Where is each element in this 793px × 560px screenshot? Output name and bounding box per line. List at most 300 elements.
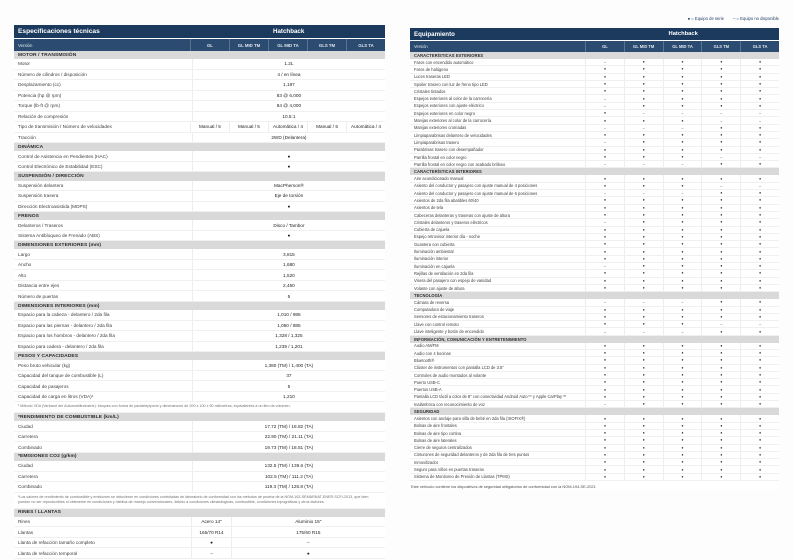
row-label: Pantalla LCD táctil a color de 8" con conectividad Android Auto™ y Apple CarPlay™ — [414, 394, 567, 400]
row-label: Llave con control remoto — [414, 321, 459, 327]
feature-dot: ● — [663, 74, 702, 80]
row-label: Inalámbrica con reconocimiento de voz — [414, 401, 485, 407]
feature-dot: ● — [624, 459, 663, 465]
row-label: Sensores de estacionamiento traseros — [414, 314, 484, 320]
feature-dot: ● — [624, 423, 663, 429]
spec-row — [410, 299, 779, 306]
row-value: 1,328 / 1,325 — [192, 331, 385, 341]
spec-row — [410, 81, 779, 88]
feature-dot: ● — [701, 401, 740, 407]
row-value: Aluminio 15" — [231, 517, 385, 527]
row-label: Distancia entre ejes — [18, 283, 60, 289]
feature-dot: ● — [585, 66, 624, 72]
row-label: Guantera con cubierta — [414, 241, 455, 247]
row-value: Automática / 4 — [346, 122, 385, 132]
feature-dot: ● — [701, 263, 740, 269]
feature-dot: ● — [585, 241, 624, 247]
spec-row — [14, 381, 385, 392]
row-value: Manual / 5 — [307, 122, 346, 132]
feature-dot: ● — [585, 227, 624, 233]
feature-dot: ● — [701, 66, 740, 72]
row-value: 17.72 (TM) / 18.82 (TA) — [192, 421, 385, 431]
feature-dot: ● — [624, 263, 663, 269]
row-value: 119.3 (TM) / 126.8 (TA) — [192, 482, 385, 492]
row-value: Disco / Tambor — [192, 220, 385, 230]
row-value: 10.5:1 — [192, 112, 385, 122]
spec-row — [410, 314, 779, 321]
feature-dot: ● — [624, 103, 663, 109]
feature-dot: ● — [663, 103, 702, 109]
feature-dash: – — [585, 263, 624, 269]
feature-dot: ● — [585, 343, 624, 349]
feature-dot: ● — [663, 278, 702, 284]
row-value: 37 — [192, 371, 385, 381]
feature-dot: ● — [585, 248, 624, 254]
row-label: Suspensión trasera — [18, 193, 59, 199]
spec-row — [14, 517, 385, 528]
feature-dot: ● — [663, 321, 702, 327]
feature-dot: ● — [624, 219, 663, 225]
row-value: 1,380 (TM) / 1,400 (TA) — [192, 360, 385, 370]
feature-dash: – — [740, 110, 779, 116]
feature-dot: ● — [740, 256, 779, 262]
feature-dot: ● — [663, 212, 702, 218]
row-label: Bolsas de aire tipo cortina — [414, 430, 462, 436]
feature-dot: ● — [663, 401, 702, 407]
spec-row — [14, 270, 385, 281]
row-value: 175/60 R15 — [231, 527, 385, 537]
row-label: Ancho — [18, 262, 32, 268]
row-value: 102.5 (TM) / 111.2 (TA) — [192, 472, 385, 482]
feature-dot: ● — [701, 307, 740, 313]
feature-dot: ● — [624, 154, 663, 160]
row-label: Cinturones de seguridad delanteros y de 2da fila de tres puntos — [414, 452, 530, 458]
row-label: Potencia (hp @ rpm) — [18, 92, 62, 98]
row-value: 4 / en línea — [192, 70, 385, 80]
spec-row — [410, 466, 779, 473]
feature-dot: ● — [585, 175, 624, 181]
feature-dot: ● — [663, 343, 702, 349]
spec-row — [14, 260, 385, 271]
spec-row — [410, 175, 779, 182]
feature-dot: ● — [701, 125, 740, 131]
feature-dot: ● — [740, 125, 779, 131]
spec-row — [410, 103, 779, 110]
feature-dot: ● — [740, 278, 779, 284]
row-label: Sistema de Monitoreo de Presión de Llantas (TPMS) — [414, 474, 510, 480]
feature-dot: ● — [663, 372, 702, 378]
feature-dash: – — [740, 321, 779, 327]
row-value: – — [231, 538, 385, 548]
feature-dot: ● — [585, 394, 624, 400]
feature-dot: ● — [740, 437, 779, 443]
page-footer-note: Este vehículo contiene los dispositivos de seguridad obligatorios de conformidad con la NOM-194-SE-2021 — [411, 484, 596, 490]
row-label: Carretera — [18, 434, 38, 440]
feature-dot: ● — [663, 88, 702, 94]
feature-dot: ● — [663, 227, 702, 233]
feature-dot: ● — [624, 343, 663, 349]
feature-dot: ● — [740, 81, 779, 87]
spec-row — [410, 59, 779, 66]
row-label: Ciudad — [18, 463, 33, 469]
spec-row — [14, 331, 385, 342]
feature-dot: ● — [585, 307, 624, 313]
feature-dot: ● — [740, 423, 779, 429]
feature-dot: ● — [663, 314, 702, 320]
spec-row — [410, 241, 779, 248]
feature-dot: ● — [740, 197, 779, 203]
feature-dot: ● — [624, 234, 663, 240]
spec-row — [14, 392, 385, 403]
feature-dot: ● — [624, 212, 663, 218]
feature-dot: ● — [740, 270, 779, 276]
feature-dot: ● — [740, 314, 779, 320]
row-value: ● — [192, 162, 385, 172]
page-title-bar — [410, 28, 779, 40]
spec-row — [410, 154, 779, 161]
feature-dash: – — [585, 219, 624, 225]
feature-dot: ● — [585, 212, 624, 218]
feature-dot: ● — [740, 219, 779, 225]
spec-row — [410, 205, 779, 212]
version-column-header: GLS TM — [307, 39, 346, 51]
feature-dot: ● — [740, 103, 779, 109]
spec-row — [410, 110, 779, 117]
feature-dot: ● — [740, 161, 779, 167]
section-header: *RENDIMIENTO DE COMBUSTIBLE (km/L) — [14, 413, 385, 421]
section-header: CARACTERÍSTICAS EXTERIORES — [410, 52, 779, 59]
spec-row — [410, 227, 779, 234]
feature-dot: ● — [701, 205, 740, 211]
feature-dot: ● — [663, 95, 702, 101]
row-label: Sistema Antibloqueo de Frenado (ABS) — [18, 233, 100, 238]
feature-dash: – — [663, 110, 702, 116]
section-header: CARACTERÍSTICAS INTERIORES — [410, 168, 779, 175]
feature-dot: ● — [663, 415, 702, 421]
row-label: Control de Asistencia en Pendientes (HAC) — [18, 153, 108, 159]
feature-dot: ● — [701, 474, 740, 480]
row-label: Dirección Electroasistida (MDPS) — [18, 203, 88, 209]
legend-not-available-item: – = Equipo no disponible — [733, 16, 779, 21]
row-label: Capacidad del tanque de combustible (L) — [18, 373, 104, 379]
feature-dot: ● — [701, 466, 740, 472]
feature-dash: – — [585, 328, 624, 334]
row-value: 2WD (Delantera) — [192, 133, 385, 143]
feature-dot: ● — [624, 357, 663, 363]
row-label: Asientos de 2da fila abatibles 60/40 — [414, 197, 479, 203]
feature-dot: ● — [663, 270, 702, 276]
feature-dot: ● — [701, 74, 740, 80]
row-label: Bluetooth® — [414, 357, 435, 363]
feature-dot: ● — [740, 379, 779, 385]
feature-dot: ● — [624, 81, 663, 87]
section-header: *EMISIONES CO2 (g/km) — [14, 453, 385, 461]
feature-dot: ● — [663, 81, 702, 87]
row-label: Faros con encendido automático — [414, 59, 474, 65]
feature-dot: ● — [663, 394, 702, 400]
feature-dot: ● — [585, 234, 624, 240]
row-label: Iluminación interior — [414, 256, 449, 262]
row-label: Llave inteligente y botón de encendido — [414, 329, 484, 335]
feature-dash: – — [585, 161, 624, 167]
feature-dot: ● — [663, 365, 702, 371]
feature-dot: ● — [624, 183, 663, 189]
feature-dot: ● — [585, 154, 624, 160]
row-value: ● — [191, 538, 230, 548]
feature-dot: ● — [701, 452, 740, 458]
spec-row — [410, 161, 779, 168]
feature-dot: ● — [740, 474, 779, 480]
row-label: Audio con 4 bocinas — [414, 350, 451, 356]
feature-dash: – — [740, 183, 779, 189]
version-column-header: GL MID TM — [624, 41, 663, 52]
feature-dot: ● — [740, 66, 779, 72]
section-header: DIMENSIONES INTERIORES (mm) — [14, 302, 385, 310]
row-label: Delanteros / Traseros — [18, 222, 63, 228]
row-label: Parabrisas trasero con desempañador — [414, 147, 484, 153]
row-label: Asiento del conductor y pasajero con ajuste manual de 6 posiciones — [414, 190, 538, 196]
feature-dot: ● — [663, 437, 702, 443]
spec-row — [14, 249, 385, 260]
feature-dot: ● — [624, 365, 663, 371]
row-label: Espejos exteriores en color negro — [414, 110, 475, 116]
feature-dot: ● — [585, 415, 624, 421]
row-label: Rejillas de ventilación en 2da fila — [414, 270, 474, 276]
feature-dot: ● — [663, 205, 702, 211]
section-header: MOTOR / TRANSMISIÓN — [14, 51, 385, 59]
feature-dot: ● — [701, 241, 740, 247]
feature-dash: – — [663, 328, 702, 334]
spec-row — [14, 122, 385, 133]
row-label: Peso bruto vehicular (kg) — [18, 362, 71, 368]
legend-standard-item: ● = Equipo de serie — [687, 16, 725, 21]
feature-dash: – — [624, 190, 663, 196]
feature-dot: ● — [701, 343, 740, 349]
row-label: Combinado — [18, 444, 42, 450]
feature-dot: ● — [624, 117, 663, 123]
row-value: 1,210 — [192, 392, 385, 402]
feature-dot: ● — [585, 74, 624, 80]
row-label: Parrilla frontal en color negro — [414, 154, 467, 160]
spec-row — [14, 59, 385, 70]
row-value: 1,520 — [192, 270, 385, 280]
version-column-header: GL MID TA — [663, 41, 702, 52]
spec-row — [14, 80, 385, 91]
row-value: 1.2L — [192, 59, 385, 69]
feature-dot: ● — [701, 197, 740, 203]
feature-dot: ● — [624, 372, 663, 378]
spec-row — [14, 191, 385, 202]
feature-dot: ● — [663, 234, 702, 240]
spec-row — [14, 538, 385, 549]
feature-dot: ● — [624, 139, 663, 145]
feature-dot: ● — [585, 466, 624, 472]
feature-dot: ● — [663, 350, 702, 356]
feature-dot: ● — [585, 81, 624, 87]
version-header-row — [410, 41, 779, 52]
feature-dot: ● — [740, 365, 779, 371]
feature-dot: ● — [740, 343, 779, 349]
row-label: Asientos con anclaje para silla de bebé en 2da fila (ISOFIX®) — [414, 416, 526, 421]
spec-row — [14, 181, 385, 192]
feature-dot: ● — [701, 132, 740, 138]
feature-dash: – — [624, 110, 663, 116]
row-label: Iluminación en cajuela — [414, 263, 455, 269]
spec-row — [410, 74, 779, 81]
feature-dot: ● — [701, 103, 740, 109]
feature-dot: ● — [701, 314, 740, 320]
feature-dot: ● — [740, 132, 779, 138]
section-header: DIMENSIONES EXTERIORES (mm) — [14, 241, 385, 249]
spec-row — [410, 95, 779, 102]
feature-dot: ● — [740, 445, 779, 451]
equipment-legend — [688, 16, 779, 21]
row-label: Luces traseras LED — [414, 74, 450, 80]
row-label: Asientos de tela — [414, 205, 444, 211]
spec-row — [410, 197, 779, 204]
row-label: Espacio para la cabeza - delantero / 2da fila — [18, 312, 110, 318]
row-value: Manual / 5 — [190, 122, 229, 132]
spec-row — [14, 548, 385, 559]
feature-dot: ● — [740, 212, 779, 218]
feature-dot: ● — [663, 147, 702, 153]
feature-dot: ● — [585, 386, 624, 392]
feature-dot: ● — [740, 234, 779, 240]
feature-dot: ● — [701, 81, 740, 87]
row-value: ● — [192, 202, 385, 212]
feature-dot: ● — [663, 154, 702, 160]
spec-row — [14, 133, 385, 144]
row-label: Bolsas de aire frontales — [414, 423, 457, 429]
row-label: Tipo de transmisión / Número de velocidades — [18, 124, 112, 130]
feature-dot: ● — [624, 415, 663, 421]
spec-row — [14, 231, 385, 242]
feature-dash: – — [585, 190, 624, 196]
feature-dash: – — [701, 183, 740, 189]
row-value: Eje de torsión — [192, 191, 385, 201]
row-value: 3,815 — [192, 249, 385, 259]
feature-dot: ● — [740, 227, 779, 233]
feature-dot: ● — [624, 74, 663, 80]
row-label: Puerto USB-C — [414, 379, 440, 385]
feature-dash: – — [585, 95, 624, 101]
spec-row — [14, 162, 385, 173]
feature-dot: ● — [585, 372, 624, 378]
spec-row — [14, 472, 385, 483]
feature-dot: ● — [701, 365, 740, 371]
row-value: Manual / 5 — [229, 122, 268, 132]
feature-dot: ● — [701, 437, 740, 443]
row-label: Motor — [18, 61, 30, 67]
equipment-page — [410, 28, 779, 489]
feature-dot: ● — [740, 205, 779, 211]
feature-dash: – — [624, 328, 663, 334]
row-label: Cierre de seguros centralizados — [414, 445, 472, 451]
feature-dash: – — [663, 125, 702, 131]
feature-dot: ● — [585, 445, 624, 451]
spec-row — [410, 270, 779, 277]
section-footnote: ¹ Método VDA (Verband der Automobilindustrie): bloques con forma de paralelepípedo y dimensiones de 200 x 100 x 50 milímetros, equivalentes a un litro de volumen. — [14, 402, 385, 413]
feature-dot: ● — [663, 59, 702, 65]
feature-dot: ● — [624, 270, 663, 276]
section-header: TECNOLOGÍA — [410, 292, 779, 299]
version-column-header: GLS TA — [740, 41, 779, 52]
feature-dot: ● — [624, 452, 663, 458]
feature-dot: ● — [624, 147, 663, 153]
feature-dot: ● — [701, 350, 740, 356]
feature-dot: ● — [624, 132, 663, 138]
feature-dot: ● — [740, 307, 779, 313]
spec-row — [14, 442, 385, 453]
spec-row — [410, 365, 779, 372]
feature-dot: ● — [701, 59, 740, 65]
feature-dot: ● — [701, 379, 740, 385]
row-label: Puertos USB-A — [414, 387, 442, 393]
version-header-row — [14, 39, 385, 51]
row-label: Espacio para las piernas - delantero / 2da fila — [18, 322, 113, 328]
feature-dot: ● — [701, 175, 740, 181]
feature-dot: ● — [701, 212, 740, 218]
row-label: Espejos exteriores al color de la carrocería — [414, 96, 492, 102]
spec-row — [410, 183, 779, 190]
spec-row — [410, 147, 779, 154]
row-label: Clúster de instrumentos con pantalla LCD de 3.5" — [414, 365, 504, 371]
feature-dot: ● — [663, 386, 702, 392]
feature-dot: ● — [624, 59, 663, 65]
row-label: Limpiaparabrisas delantero de velocidades — [414, 132, 492, 138]
feature-dot: ● — [585, 459, 624, 465]
specs-page — [14, 25, 385, 559]
spec-row — [14, 360, 385, 371]
feature-dot: ● — [701, 270, 740, 276]
feature-dash: – — [585, 103, 624, 109]
feature-dot: ● — [585, 423, 624, 429]
row-label: Alto — [18, 272, 27, 278]
feature-dot: ● — [740, 139, 779, 145]
feature-dot: ● — [624, 66, 663, 72]
feature-dot: ● — [585, 147, 624, 153]
feature-dot: ● — [663, 445, 702, 451]
spec-row — [14, 151, 385, 162]
feature-dot: ● — [585, 88, 624, 94]
section-header: FRENOS — [14, 212, 385, 220]
row-value: 1,197 — [192, 80, 385, 90]
feature-dot: ● — [585, 314, 624, 320]
feature-dot: ● — [663, 197, 702, 203]
row-label: Limpiaparabrisas trasero — [414, 139, 460, 145]
row-value: ● — [192, 231, 385, 241]
row-label: Tracción — [18, 134, 36, 140]
spec-row — [410, 256, 779, 263]
feature-dash: – — [624, 299, 663, 305]
row-value: Acero 14" — [191, 517, 230, 527]
feature-dot: ● — [663, 183, 702, 189]
row-label: Manijas exteriores al color de la carrocería — [414, 118, 492, 124]
spec-row — [410, 437, 779, 444]
row-label: Relación de compresión — [18, 113, 69, 119]
feature-dot: ● — [701, 299, 740, 305]
feature-dot: ● — [740, 430, 779, 436]
feature-dot: ● — [701, 386, 740, 392]
row-value: 84 @ 4,000 — [192, 101, 385, 111]
feature-dot: ● — [701, 147, 740, 153]
spec-row — [410, 350, 779, 357]
feature-dot: ● — [740, 263, 779, 269]
feature-dot: ● — [701, 394, 740, 400]
feature-dash: – — [663, 299, 702, 305]
version-label: Versión — [414, 44, 428, 49]
section-footnote: *Los valores de rendimiento de combustible y emisiones se obtuvieron en condiciones controladas de laboratorio de conformidad con los métodos de prueba de la NOM-163-SEMARNAT-ENER-SCFI-2013, que bien pueden no ser reproducibles ni obtenerse en condiciones y hábitos de manejo convencionales, debido a condiciones climatológicas, combustible, condiciones topográficas y otros factores. — [14, 493, 385, 509]
